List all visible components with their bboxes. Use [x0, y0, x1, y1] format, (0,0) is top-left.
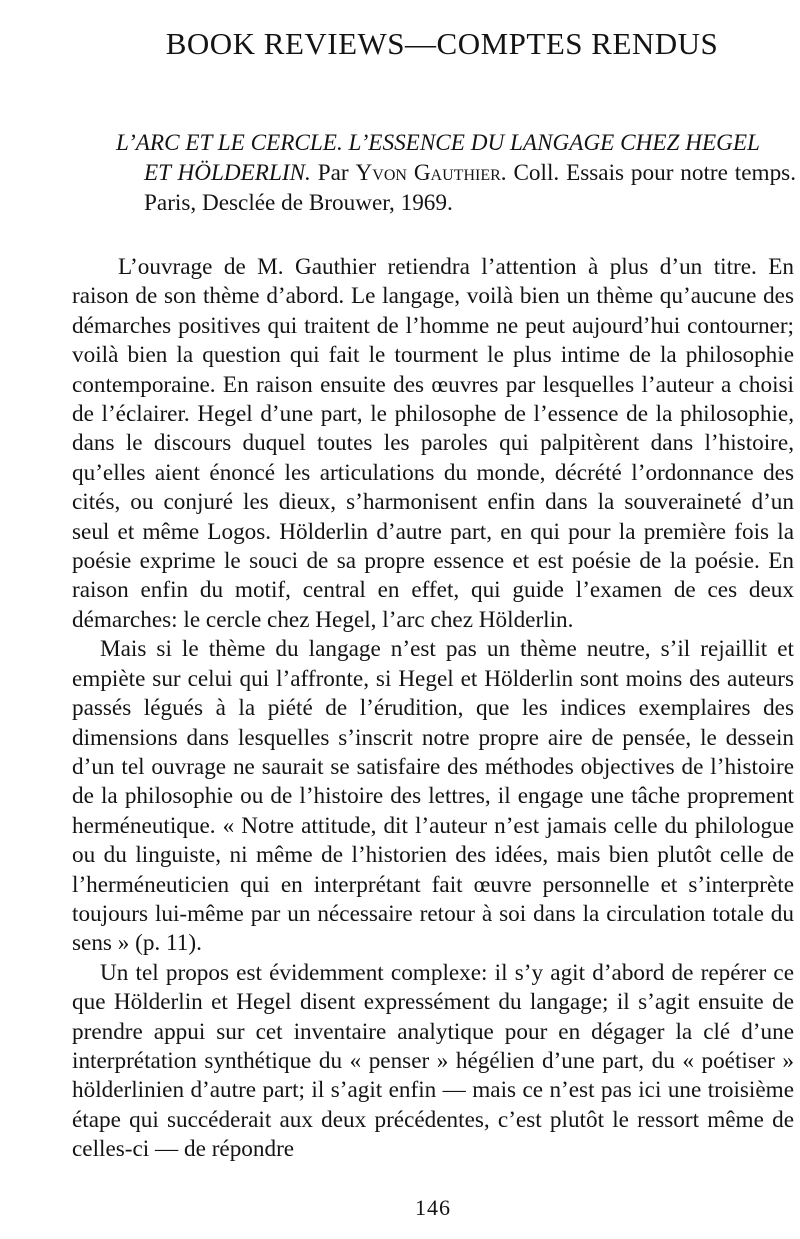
- review-body: [72, 253, 794, 1165]
- book-title-line-2: ET HÖLDERLIN.: [144, 160, 311, 186]
- publication-details: . Coll. Essais pour notre temps. Paris, Desclée de Brouwer, 1969.: [144, 160, 796, 216]
- book-title-line-1: L’ARC ET LE CERCLE. L’ESSENCE DU LANGAGE CHEZ HEGEL: [116, 130, 760, 156]
- book-author: Yvon Gauthier: [355, 160, 501, 186]
- page-number: 146: [415, 1195, 451, 1220]
- paragraph-2: Mais si le thème du langage n’est pas un thème neutre, s’il rejaillit et empiète sur celui qui l’affronte, si Hegel et Hölderlin sont moins des auteurs passés légués à la piété de l’érudition, que les indices exemplaires des dimensions dans lesquelles s’inscrit notre propre aire de pensée, le dessein d’un tel ouvrage ne saurait se satisfaire des méthodes objectives de l’histoire de la philosophie ou de l’histoire des lettres, il engage une tâche proprement herméneutique. « Notre attitude, dit l’auteur n’est jamais celle du philologue ou du linguiste, ni même de l’historien des idées, mais bien plutôt celle de l’herméneuticien qui en interprétant fait œuvre personnelle et s’interprète toujours lui-même par un nécessaire retour à soi dans la circulation totale du sens » (p. 11).: [72, 636, 794, 957]
- running-head: BOOK REVIEWS—COMPTES RENDUS: [165, 26, 719, 61]
- citation-par: Par: [317, 160, 349, 186]
- review-citation: [116, 128, 796, 218]
- paragraph-1: L’ouvrage de M. Gauthier retiendra l’attention à plus d’un titre. En raison de son thème d’abord. Le langage, voilà bien un thème qu’aucune des démarches positives qui traitent de l’homme ne peut aujourd’hui contourner; voilà bien la question qui fait le tourment le plus intime de la philosophie contemporaine. En raison ensuite des œuvres par lesquelles l’auteur a choisi de l’éclairer. Hegel d’une part, le philosophe de l’essence de la philosophie, dans le discours duquel toutes les paroles qui palpitèrent dans l’histoire, qu’elles aient énoncé les articulations du monde, décrété l’ordonnance des cités, ou conjuré les dieux, s’harmonisent enfin dans la souveraineté d’un seul et même Logos. Hölderlin d’autre part, en qui pour la première fois la poésie exprime le souci de sa propre essence et est poésie de la poésie. En raison enfin du motif, central en effet, qui guide l’examen de ces deux démarches: le cercle chez Hegel, l’arc chez Hölderlin.: [72, 254, 794, 633]
- page: [72, 0, 794, 1239]
- paragraph-3: Un tel propos est évidemment complexe: il s’y agit d’abord de repérer ce que Hölderlin et Hegel disent expressément du langage; il s’agit ensuite de prendre appui sur cet inventaire analytique pour en dégager la clé d’une interprétation synthétique du « penser » hégélien d’une part, du « poétiser » hölderlinien d’autre part; il s’agit enfin — mais ce n’est pas ici une troisième étape qui succéderait aux deux précédentes, c’est plutôt le ressort même de celles-ci — de répondre: [72, 959, 794, 1163]
